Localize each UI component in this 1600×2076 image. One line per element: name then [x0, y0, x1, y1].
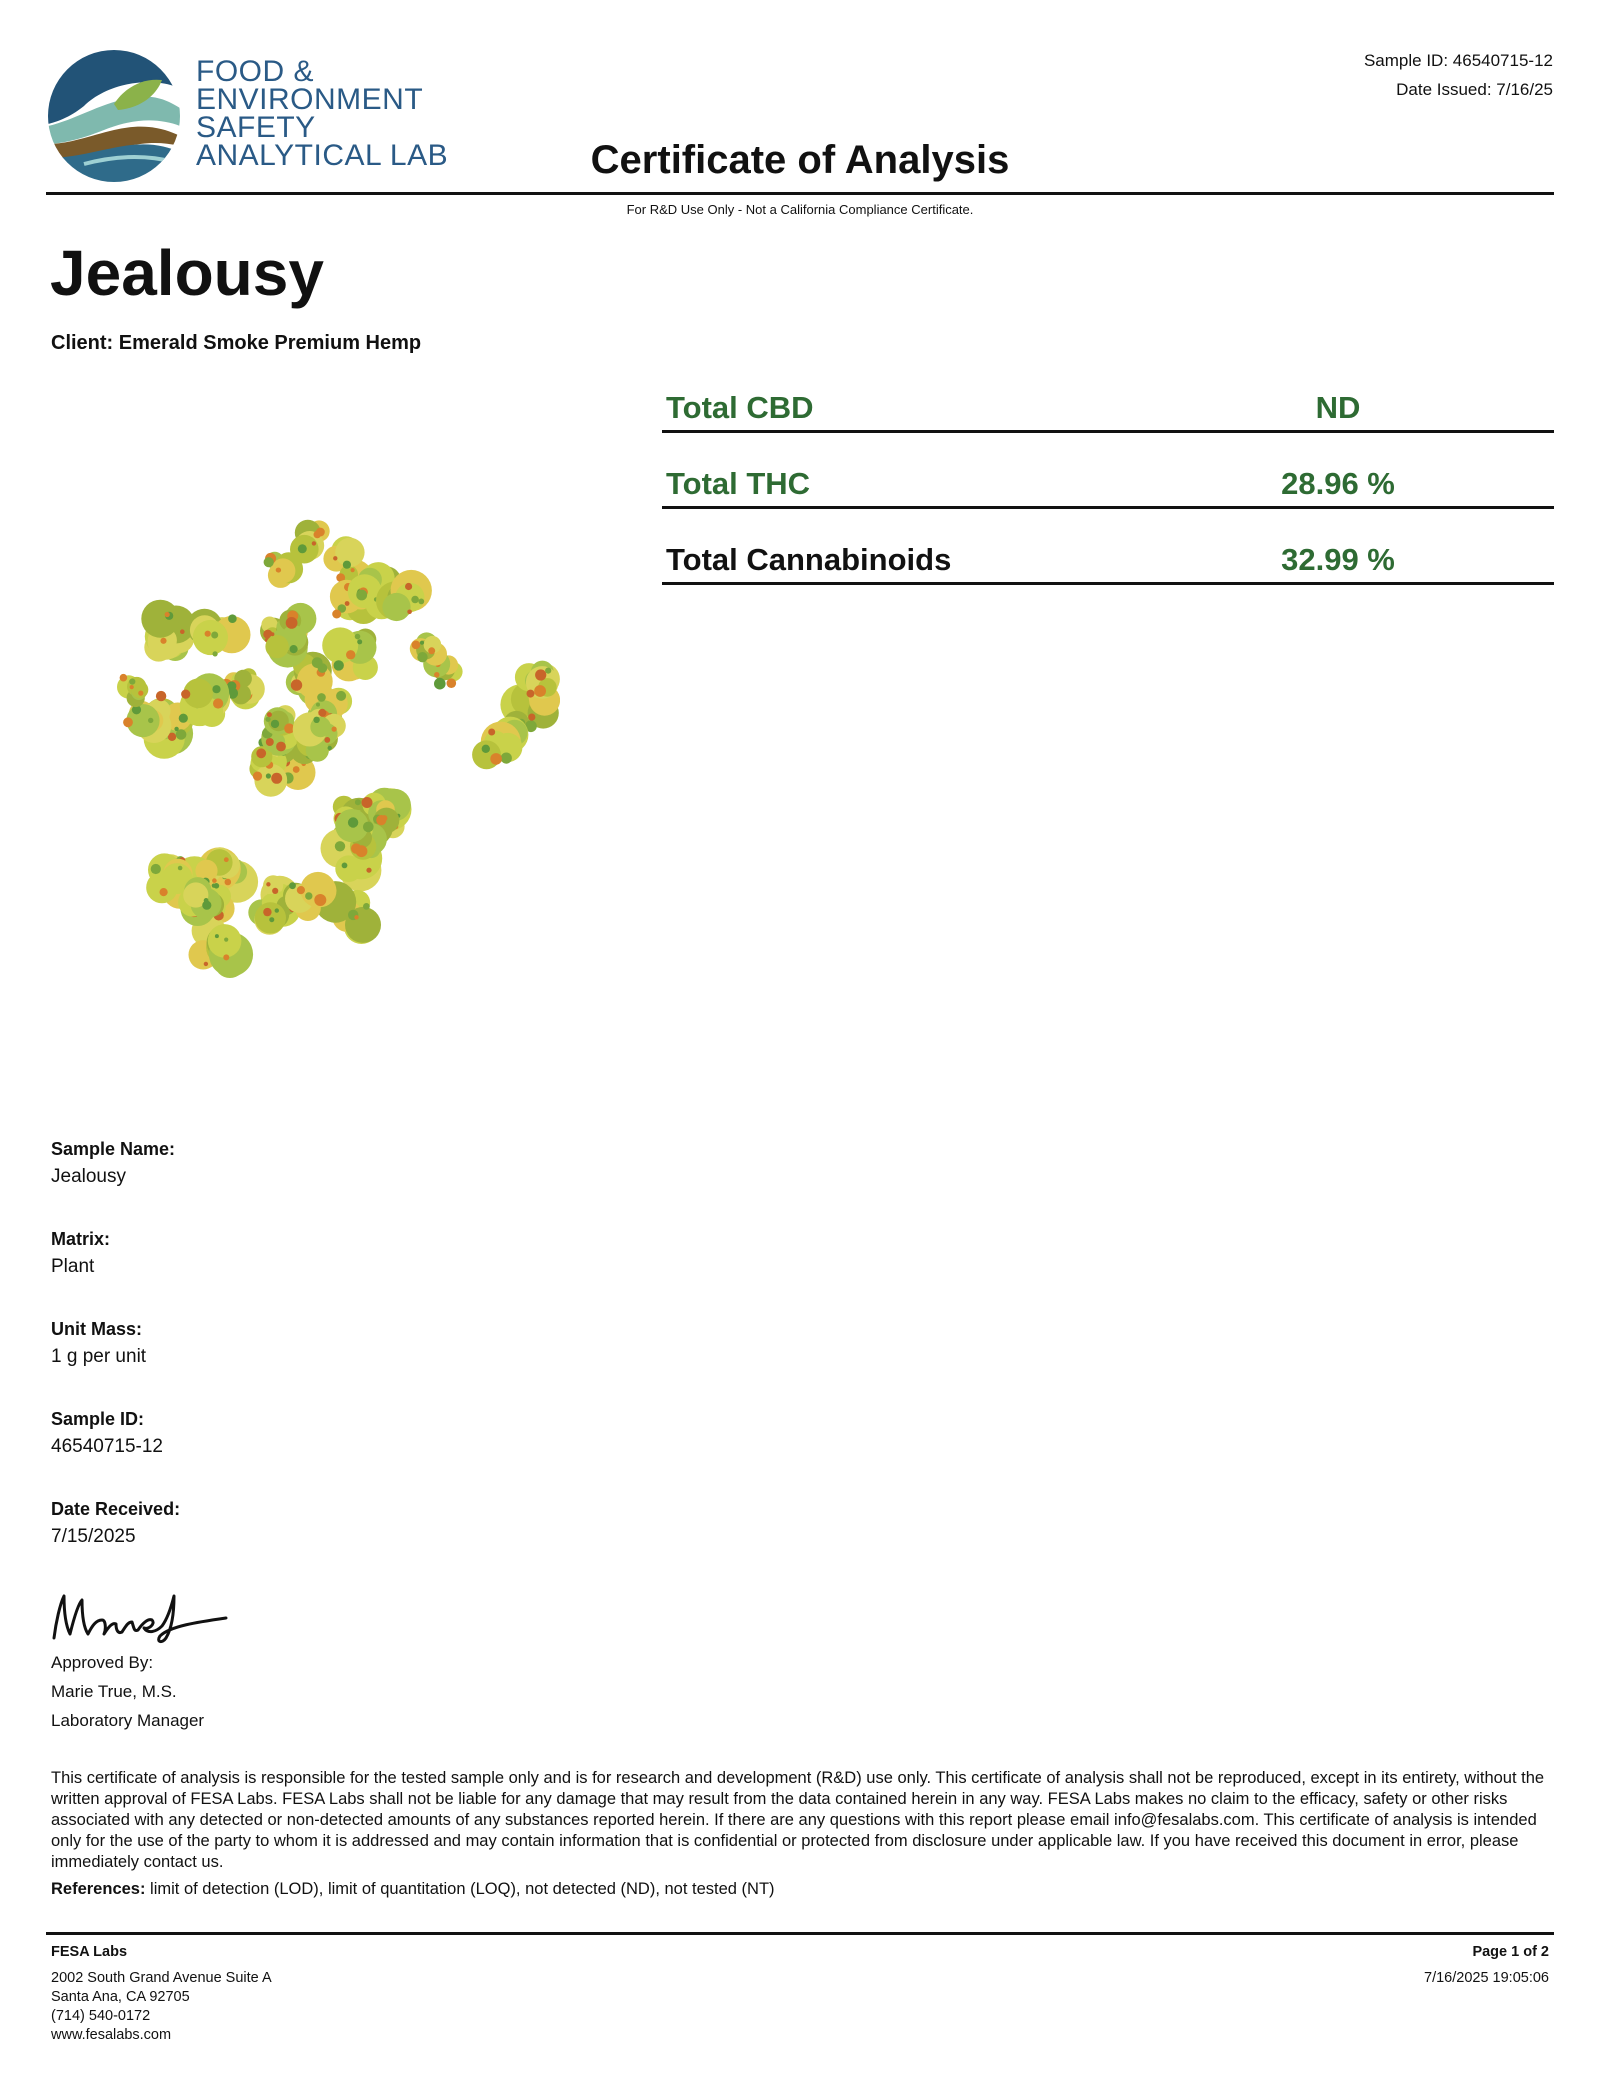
result-row-total-cbd — [662, 357, 1554, 433]
sample-id-field — [51, 1406, 163, 1462]
legal-disclaimer: This certificate of analysis is responsible for the tested sample only and is for research and development (R&D) use only. This certificate of analysis shall not be reproduced, except in its entirety, without the written approval of FESA Labs. FESA Labs shall not be liable for any damage that may result from the data contained herein in any way. FESA Labs makes no claim to the efficacy, safety or other risks associated with any detected or non-detected amounts of any substances reported herein. If there are any questions with this report please email info@fesalabs.com. This certificate of analysis is intended only for the use of the party to whom it is addressed and may contain information that is confidential or protected from disclosure under applicable law. If you have received this document in error, please immediately contact us. — [51, 1769, 1545, 1871]
result-label: Total THC — [666, 466, 811, 501]
footer-timestamp: 7/16/2025 19:05:06 — [1424, 1970, 1549, 1986]
document-title: Certificate of Analysis — [590, 138, 1010, 182]
references-label: References: — [51, 1880, 146, 1898]
footer-divider — [46, 1932, 1554, 1935]
header-date-issued: Date Issued: 7/16/25 — [1396, 80, 1553, 99]
references-text: limit of detection (LOD), limit of quantitation (LOQ), not detected (ND), not tested (NT) — [145, 1880, 775, 1898]
logo-line: SAFETY — [196, 111, 316, 144]
field-value: 7/15/2025 — [51, 1526, 136, 1547]
logo-line: FOOD & — [196, 55, 315, 88]
header-sample-id: Sample ID: 46540715-12 — [1363, 51, 1553, 70]
bud-shape — [472, 717, 528, 770]
signature-icon — [48, 1582, 248, 1652]
approver-name: Marie True, M.S. — [51, 1682, 177, 1701]
footer-company-info — [51, 1943, 272, 2045]
field-label: Unit Mass: — [51, 1319, 143, 1339]
field-label: Sample Name: — [51, 1139, 176, 1159]
logo-line: ENVIRONMENT — [196, 83, 424, 116]
bud-shape — [117, 674, 148, 707]
references-line — [51, 1880, 775, 1899]
result-label: Total Cannabinoids — [666, 542, 952, 577]
footer-address-line: Santa Ana, CA 92705 — [51, 1989, 190, 2005]
field-value: 46540715-12 — [51, 1436, 163, 1457]
field-label: Matrix: — [51, 1229, 111, 1249]
field-value: Plant — [51, 1256, 95, 1277]
result-value: ND — [1315, 390, 1361, 425]
field-value: Jealousy — [51, 1166, 126, 1187]
logo-wordmark — [196, 55, 449, 172]
approver-role: Laboratory Manager — [51, 1711, 205, 1730]
bud-shape — [410, 632, 447, 665]
date-received-field — [51, 1496, 180, 1552]
approval-block — [51, 1648, 204, 1735]
compliance-disclaimer: For R&D Use Only - Not a California Compliance Certificate. — [626, 202, 974, 217]
client-name: Client: Emerald Smoke Premium Hemp — [51, 332, 422, 354]
footer-website[interactable]: www.fesalabs.com — [51, 2027, 172, 2043]
logo-line: ANALYTICAL LAB — [196, 139, 449, 172]
footer-phone: (714) 540-0172 — [51, 2008, 151, 2024]
result-value: 32.99 % — [1281, 542, 1395, 577]
product-photo — [60, 510, 560, 1030]
result-label: Total CBD — [666, 390, 814, 425]
field-value: 1 g per unit — [51, 1346, 147, 1367]
bud-shape — [264, 705, 296, 736]
matrix-field — [51, 1226, 110, 1282]
footer-address-line: 2002 South Grand Avenue Suite A — [51, 1970, 272, 1986]
approved-by-label: Approved By: — [51, 1653, 154, 1672]
footer-page-info — [1424, 1943, 1549, 1988]
header-divider — [46, 192, 1554, 195]
bud-shape — [179, 673, 231, 727]
result-value: 28.96 % — [1281, 466, 1395, 501]
result-row-total-cannabinoids — [662, 509, 1554, 585]
sample-name-field — [51, 1136, 175, 1192]
bud-shape — [187, 609, 251, 657]
page-number: Page 1 of 2 — [1472, 1944, 1549, 1960]
field-label: Date Received: — [51, 1499, 181, 1519]
footer-company: FESA Labs — [51, 1944, 128, 1960]
unit-mass-field — [51, 1316, 146, 1372]
field-label: Sample ID: — [51, 1409, 145, 1429]
result-row-total-thc — [662, 433, 1554, 509]
header-meta — [1364, 46, 1553, 104]
sample-title: Jealousy — [50, 237, 324, 309]
